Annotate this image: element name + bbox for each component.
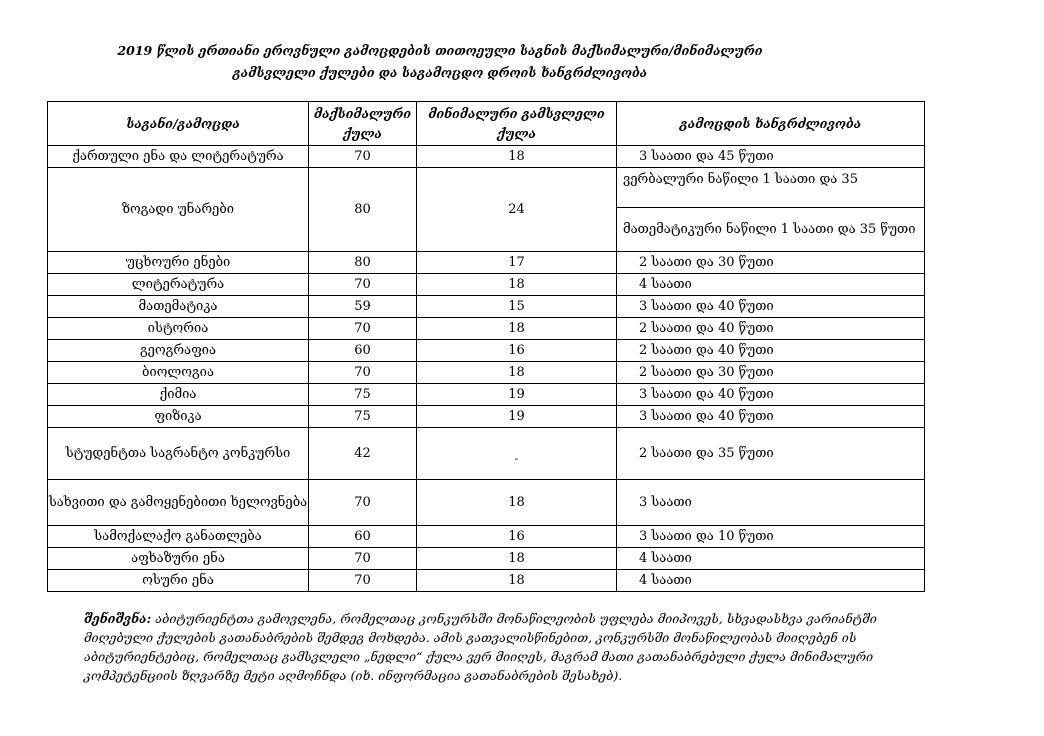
- row-duration: 4 საათი: [617, 570, 925, 592]
- table-row: [48, 384, 925, 406]
- row-duration-math: მათემატიკური ნაწილი 1 საათი და 35 წუთი: [617, 208, 925, 252]
- table-header-row: [48, 102, 925, 146]
- row-subject: ბიოლოგია: [48, 362, 309, 384]
- row-duration: 4 საათი: [617, 548, 925, 570]
- row-subject: ოსური ენა: [48, 570, 309, 592]
- table-row: [48, 340, 925, 362]
- row-duration: 3 საათი და 45 წუთი: [617, 146, 925, 168]
- table-row: [48, 146, 925, 168]
- row-min-score: 18: [417, 274, 617, 296]
- row-min-score: 24: [417, 168, 617, 252]
- row-max-score: 70: [309, 274, 417, 296]
- table-row: [48, 480, 925, 526]
- table-row: [48, 274, 925, 296]
- row-duration: 3 საათი და 40 წუთი: [617, 384, 925, 406]
- row-max-score: 60: [309, 526, 417, 548]
- row-duration: 4 საათი: [617, 274, 925, 296]
- row-duration: 2 საათი და 35 წუთი: [617, 428, 925, 480]
- row-subject: ქიმია: [48, 384, 309, 406]
- row-max-score: 80: [309, 252, 417, 274]
- row-subject: ქართული ენა და ლიტერატურა: [48, 146, 309, 168]
- row-max-score: 42: [309, 428, 417, 480]
- header-subject: საგანი/გამოცდა: [48, 102, 309, 146]
- table-row: [48, 168, 925, 208]
- row-max-score: 70: [309, 548, 417, 570]
- title-line-1: 2019 წლის ერთიანი ეროვნული გამოცდების თითოეული საგნის მაქსიმალური/მინიმალური: [117, 43, 763, 58]
- row-min-score: 18: [417, 570, 617, 592]
- table-row: [48, 252, 925, 274]
- table-row: [48, 296, 925, 318]
- row-subject: ფიზიკა: [48, 406, 309, 428]
- table-row: [48, 406, 925, 428]
- row-max-score: 70: [309, 480, 417, 526]
- row-max-score: 60: [309, 340, 417, 362]
- footnote-text: აბიტურიენტთა გამოვლენა, რომელთაც კონკურსში მონაწილეობის უფლება მიიპოვეს, სხვადასხვა ვარიანტში მიღებული ქულების გათანაბრების შემდეგ მოხდება. ამის გათვალისწინებით, კონკურსში მონაწილეობას მიიღებენ ის აბიტურიენტებიც, რომელთაც გამსვლელი „ნედლი“ ქულა ვერ მიიღეს, მაგრამ მათი გათანაბრებული ქულა მინიმალური კომპეტენციის ზღვარზე მეტი აღმოჩნდა (იხ. ინფორმაცია გათანაბრების შესახებ).: [84, 611, 877, 683]
- row-duration: 3 საათი და 40 წუთი: [617, 406, 925, 428]
- row-subject: მათემატიკა: [48, 296, 309, 318]
- table-row: [48, 548, 925, 570]
- row-duration: 3 საათი: [617, 480, 925, 526]
- table-row: [48, 570, 925, 592]
- row-subject: სტუდენტთა საგრანტო კონკურსი: [48, 428, 309, 480]
- row-subject: ლიტერატურა: [48, 274, 309, 296]
- row-duration: 2 საათი და 40 წუთი: [617, 318, 925, 340]
- row-subject: სახვითი და გამოყენებითი ხელოვნება: [48, 480, 309, 526]
- title-line-2: გამსვლელი ქულები და საგამოცდო დროის ხანგრძლივობა: [232, 65, 648, 80]
- row-duration: 2 საათი და 40 წუთი: [617, 340, 925, 362]
- header-min-score: მინიმალური გამსვლელი ქულა: [417, 102, 617, 146]
- row-subject: ისტორია: [48, 318, 309, 340]
- footnote-label: შენიშვნა:: [84, 611, 152, 626]
- row-max-score: 59: [309, 296, 417, 318]
- row-duration: 2 საათი და 30 წუთი: [617, 362, 925, 384]
- row-max-score: 70: [309, 362, 417, 384]
- row-max-score: 75: [309, 384, 417, 406]
- row-min-score: 19: [417, 384, 617, 406]
- row-max-score: 80: [309, 168, 417, 252]
- row-subject: სამოქალაქო განათლება: [48, 526, 309, 548]
- row-min-score: 18: [417, 362, 617, 384]
- row-min-score: 18: [417, 480, 617, 526]
- header-max-score: მაქსიმალური ქულა: [309, 102, 417, 146]
- header-duration: გამოცდის ხანგრძლივობა: [617, 102, 925, 146]
- row-subject: გეოგრაფია: [48, 340, 309, 362]
- table-row: [48, 318, 925, 340]
- table-row: [48, 428, 925, 480]
- row-duration: 3 საათი და 10 წუთი: [617, 526, 925, 548]
- row-min-score: 16: [417, 526, 617, 548]
- row-min-score: 19: [417, 406, 617, 428]
- table-row: [48, 362, 925, 384]
- footnote: [84, 609, 904, 685]
- row-subject: აფხაზური ენა: [48, 548, 309, 570]
- row-min-score: 15: [417, 296, 617, 318]
- row-subject: უცხოური ენები: [48, 252, 309, 274]
- row-duration: 3 საათი და 40 წუთი: [617, 296, 925, 318]
- row-min-score: 18: [417, 548, 617, 570]
- row-subject: ზოგადი უნარები: [48, 168, 309, 252]
- scores-table: [47, 101, 925, 592]
- row-min-score: 18: [417, 318, 617, 340]
- row-max-score: 70: [309, 146, 417, 168]
- row-min-score: -: [417, 428, 617, 480]
- row-duration: 2 საათი და 30 წუთი: [617, 252, 925, 274]
- row-max-score: 70: [309, 570, 417, 592]
- row-min-score: 18: [417, 146, 617, 168]
- row-max-score: 70: [309, 318, 417, 340]
- row-max-score: 75: [309, 406, 417, 428]
- document-title: [60, 40, 820, 84]
- row-min-score: 16: [417, 340, 617, 362]
- row-min-score: 17: [417, 252, 617, 274]
- row-duration-verbal: ვერბალური ნაწილი 1 საათი და 35: [617, 168, 925, 208]
- table-row: [48, 526, 925, 548]
